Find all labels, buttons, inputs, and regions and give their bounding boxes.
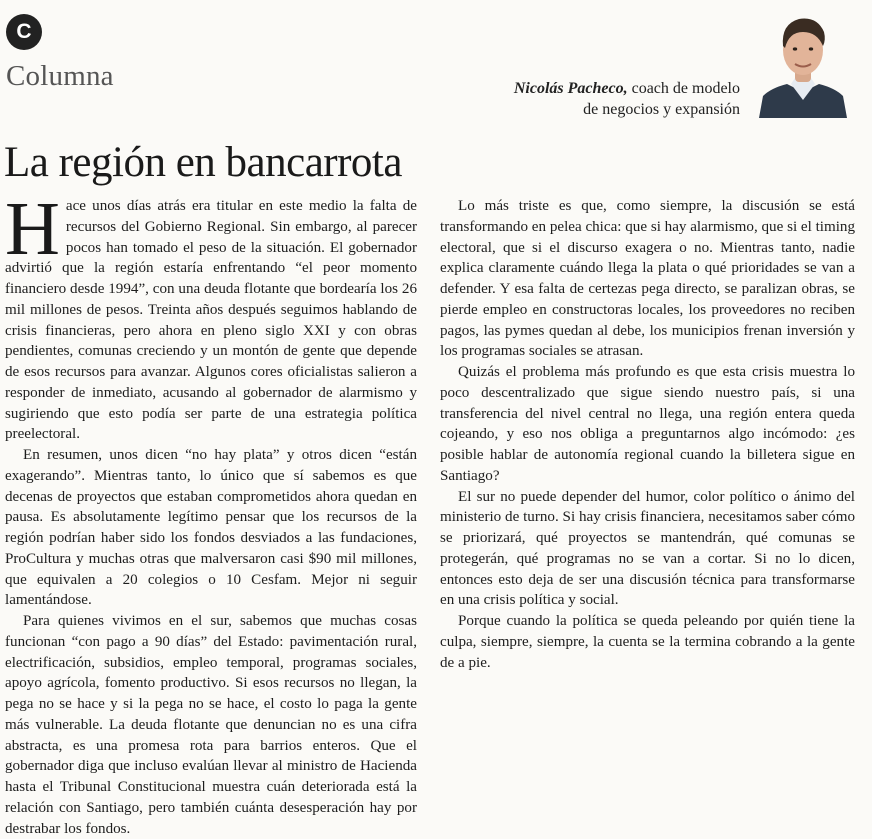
badge-letter: C [16,20,32,43]
column-badge [6,14,42,50]
article-paragraph: Quizás el problema más profundo es que esta crisis muestra lo poco descentralizado que sigue siendo nuestro país, si una transferencia del nivel central no llega, una región entera queda cojeando, y eso nos obliga a preguntarnos algo incómodo: ¿es posible hablar de autonomía regional cuando la billetera sigue en Santiago? [440,364,855,484]
author-portrait [757,8,849,118]
article-paragraph: En resumen, unos dicen “no hay plata” y otros dicen “están exagerando”. Mientras tanto, lo único que sí sabemos es que decenas de proyectos que estaban comprometidos ahora quedan en pausa. Es absolutamente legítimo pensar que los recursos de la región podrían haber sido los fondos desviados a las fundaciones, ProCultura y muchas otras que malversaron casi $90 mil millones, que equivalen a 20 colegios o 10 Cesfam. Mejor ni seguir lamentándose. [5,447,417,609]
article-paragraph: Lo más triste es que, como siempre, la discusión se está transformando en pelea chica: que si hay alarmismo, que si el timing electoral, que si el discurso exagera o no. Mientras tanto, nadie explica claramente cuándo llega la plata o qué prioridades se van a defender. Y esa falta de certezas pega directo, se paralizan obras, se pierde empleo en constructoras locales, los proveedores no reciben pagos, las pymes quedan al debe, los municipios frenan inversión y los programas sociales se atrasan. [440,198,855,360]
author-byline [514,78,740,120]
article-column-left [5,187,417,839]
drop-cap: H [5,187,60,271]
paragraph-text: ace unos días atrás era titular en este medio la falta de recursos del Gobierno Regional. Sin embargo, al parecer pocos han tomado el peso de la situación. El gobernador advirtió que la región estaría enfrentando “el peor momento financiero desde 1994”, con una deuda flotante que bordearía los 26 mil millones de pesos. Treinta años después seguimos hablando de crisis financieras, pero ahora en pleno siglo XXI y con obras pendientes, comunas creciendo y un montón de gente que depende de esos recursos para avanzar. Algunos cores oficialistas salieron a responder de inmediato, acusando al gobernador de alarmismo y sugiriendo que esto podía ser parte de una estrategia política preelectoral. [5,198,417,443]
article-paragraph [5,187,417,445]
article-headline: La región en bancarrota [4,139,402,186]
article-paragraph: El sur no puede depender del humor, color político o ánimo del ministerio de turno. Si hay crisis financiera, necesitamos saber cómo se priorizará, qué proyectos se mantendrán, qué comunas se protegerán, qué programas no se van a cortar. Si no lo dicen, entonces esto deja de ser una discusión técnica para transformarse en una crisis política y social. [440,488,855,609]
author-role-line2: de negocios y expansión [583,101,740,118]
author-role-line1: coach de modelo [627,80,740,97]
author-name: Nicolás Pacheco, [513,80,628,97]
article-paragraph: Porque cuando la política se queda peleando por quién tiene la culpa, siempre, siempre, la cuenta se la termina cobrando a la gente de a pie. [440,613,855,671]
article-paragraph: Para quienes vivimos en el sur, sabemos que muchas cosas funcionan “con pago a 90 días” del Estado: pavimentación rural, electrificación, subsidios, empleo temporal, programas sociales, apoyo agrícola, fomento productivo. Si esos recursos no llegan, la pega no se hace y si la pega no se hace, el costo lo paga la gente más vulnerable. La deuda flotante que denuncian no es una cifra abstracta, es una promesa rota para barrios enteros. Que el gobernador diga que incluso evalúan llevar al ministro de Hacienda hasta el Tribunal Constitucional muestra cuán deteriorada está la relación con Santiago, pero también cuánta desesperación hay por destrabar los fondos. [5,613,417,837]
section-label: Columna [6,60,114,92]
article-column-right [440,196,855,673]
